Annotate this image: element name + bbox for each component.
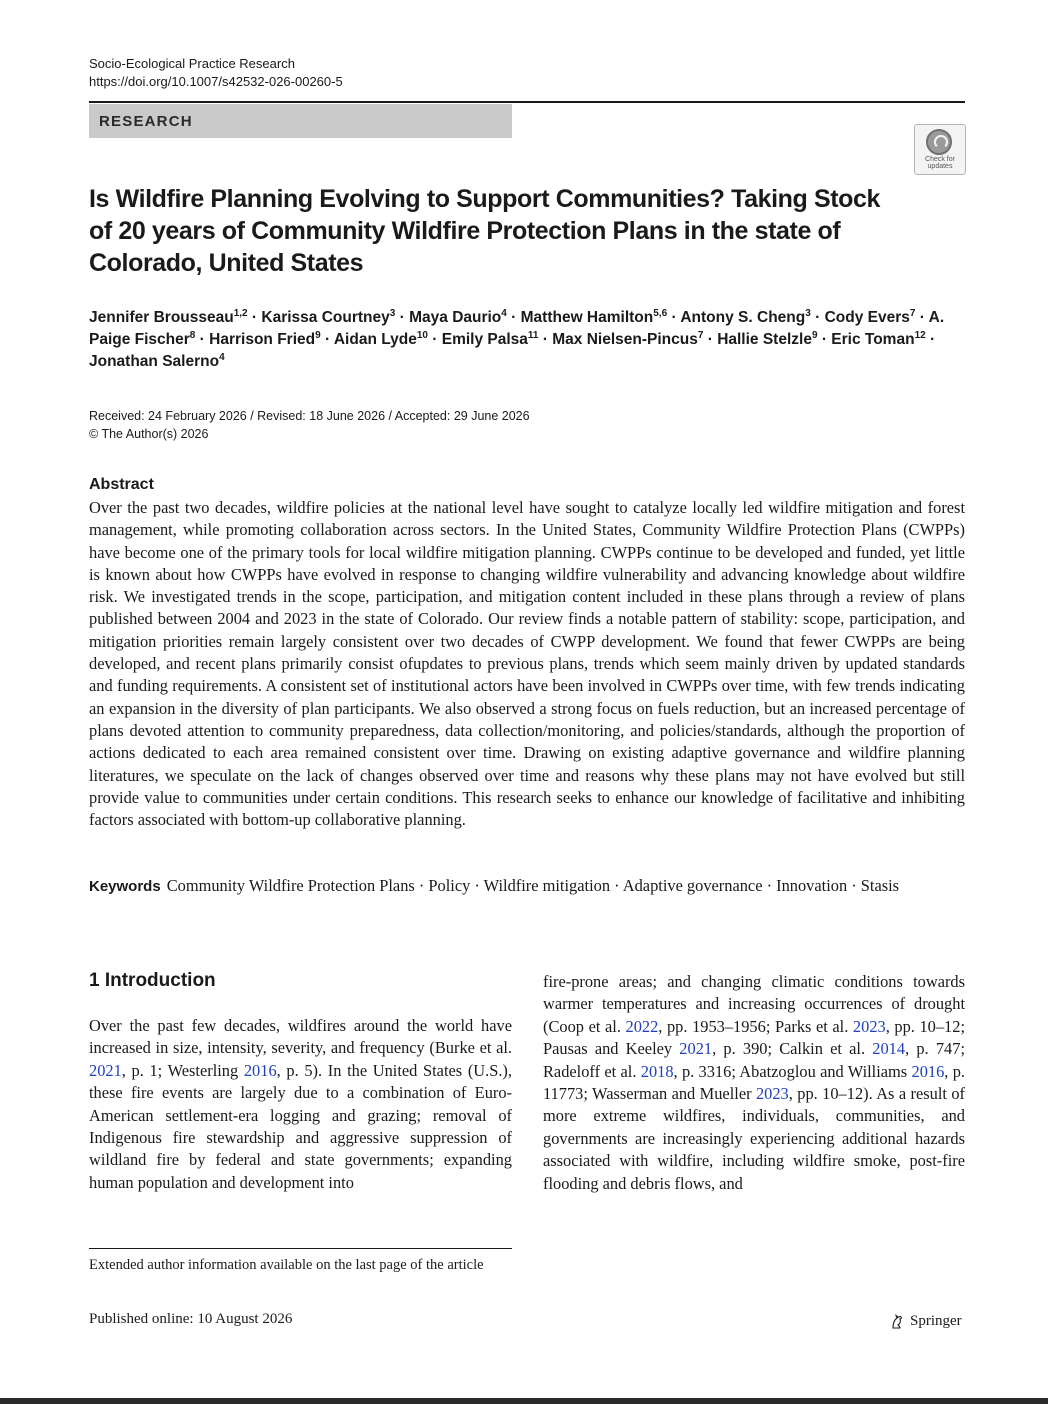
author-name: Cody Evers (824, 309, 910, 326)
abstract-heading: Abstract (89, 476, 154, 493)
author-name: Jennifer Brousseau (89, 309, 234, 326)
body-text: , pp. 10–12; Pausas and Keeley (543, 1016, 966, 1059)
citation-link[interactable]: 2014 (872, 1039, 906, 1059)
author-name: Karissa Courtney (261, 309, 390, 326)
journal-name: Socio-Ecological Practice Research (89, 56, 295, 71)
abstract-text: Over the past two decades, wildfire policies at the national level have sought to catalyze locally led wildfire mitigation and forest management, while promoting collaboration across sectors. In the United States, Community Wildfire Protection Plans (CWPPs) have become one of the primary tools for local wildfire mitigation planning. CWPPs continue to be developed and funded, yet little is known about how CWPPs have evolved in response to changing wildfire vulnerability and advancing knowledge about wildfire risk. We investigated trends in the scope, participation, and mitigation content included in these plans through a review of plans published between 2004 and 2023 in the state of Colorado. Our review finds a notable pattern of stability: scope, participation, and mitigation priorities remain largely consistent over two decades of CWPP development. We found that fewer CWPPs are being developed, and recent plans primarily consist ofupdates to previous plans, trends which seem mainly driven by updated standards and funding requirements. A consistent set of institutional actors have been involved in CWPPs over time, with few trends indicating an expansion in the diversity of plan participants. We also observed a strong focus on fuels reduction, but an increased percentage of plans devoted attention to community preparedness, data collection/monitoring, and policies/standards, although the proportion of actions dedicated to each area remained consistent over time. Drawing on existing adaptive governance and wildfire planning literatures, we speculate on the lack of changes observed over time and reasons why these plans may not have evolved but still provide value to communities under certain conditions. This research seeks to enhance our knowledge of facilitative and inhibiting factors associated with bottom-up collaborative planning. (89, 498, 965, 830)
springer-horse-icon (889, 1314, 905, 1330)
citation-link[interactable]: 2023 (852, 1016, 886, 1036)
author-item[interactable] (825, 309, 916, 326)
body-text: fire-prone areas; and changing climatic conditions towards warmer temperatures and increasing occurrences of drought (Coop et al. (543, 972, 965, 1036)
author-item[interactable] (334, 331, 428, 348)
author-item[interactable] (89, 353, 225, 370)
author-item[interactable] (831, 331, 925, 348)
author-affiliation: 5,6 (653, 308, 668, 319)
publisher-mark (889, 1313, 962, 1330)
author-affiliation: 9 (315, 330, 321, 341)
body-text: , p. 390; Calkin et al. (712, 1039, 873, 1059)
journal-header (89, 55, 343, 91)
author-name: Maya Daurio (409, 309, 502, 326)
author-item[interactable] (552, 331, 703, 348)
page-bottom-edge (0, 1398, 1048, 1404)
article-dates (89, 407, 530, 443)
citation-link[interactable]: 2021 (89, 1060, 122, 1080)
footnote-rule (89, 1248, 512, 1249)
author-affiliation: 9 (811, 330, 818, 341)
citation-link[interactable]: 2023 (755, 1084, 789, 1104)
author-affiliation: 8 (189, 330, 196, 341)
author-item[interactable] (209, 331, 321, 348)
body-text: , pp. 1953–1956; Parks et al. (658, 1016, 853, 1036)
doi-link[interactable]: https://doi.org/10.1007/s42532-026-00260-5 (89, 74, 343, 89)
author-affiliation: 3 (389, 308, 396, 319)
article-type-label: RESEARCH (99, 113, 193, 130)
body-text: , p. 747; Radeloff et al. (543, 1039, 965, 1081)
author-item[interactable] (261, 309, 395, 326)
header-rule (89, 101, 965, 103)
citation-link[interactable]: 2016 (911, 1061, 945, 1081)
check-updates-icon (926, 129, 952, 155)
author-item[interactable] (409, 309, 507, 326)
keywords-list: Community Wildfire Protection Plans · Policy · Wildfire mitigation · Adaptive governance · Innovation · Stasis (166, 876, 900, 895)
published-date: Published online: 10 August 2026 (89, 1311, 293, 1327)
publisher-name: Springer (910, 1313, 962, 1329)
author-item[interactable] (89, 309, 248, 326)
body-text: , p. 3316; Abatzoglou and Williams (673, 1061, 912, 1081)
body-text: , pp. 10–12). As a result of more extreme wildfires, individuals, communities, and governments are increasingly experiencing additional hazards associated with wildfire, including wildfire smoke, post-fire flooding and debris flows, and (543, 1084, 965, 1193)
author-item[interactable] (521, 309, 668, 326)
footnote: Extended author information available on the last page of the article (89, 1257, 484, 1273)
article-type-bar (89, 104, 512, 138)
author-affiliation: 11 (527, 330, 539, 341)
author-name: Matthew Hamilton (520, 309, 654, 326)
author-item[interactable] (717, 331, 817, 348)
paper-title: Is Wildfire Planning Evolving to Support Communities? Taking Stock of 20 years of Community Wildfire Protection Plans in the state of Colorado, United States (89, 185, 881, 277)
body-text: , p. 1; Westerling (121, 1060, 244, 1080)
author-name: Antony S. Cheng (680, 309, 806, 326)
keywords-label: Keywords (89, 878, 161, 895)
author-affiliation: 10 (416, 330, 428, 341)
author-affiliation: 7 (697, 330, 704, 341)
author-item[interactable] (442, 331, 539, 348)
author-name: Max Nielsen-Pincus (552, 331, 698, 348)
history-dates: Received: 24 February 2026 / Revised: 18 June 2026 / Accepted: 29 June 2026 (89, 409, 530, 423)
introduction-column-right (543, 971, 965, 1195)
author-name: Harrison Fried (209, 331, 316, 348)
citation-link[interactable]: 2021 (679, 1039, 713, 1059)
citation-link[interactable]: 2022 (625, 1016, 659, 1036)
check-updates-text: Check for updates (925, 156, 955, 170)
body-text: Over the past few decades, wildfires around the world have increased in size, intensity, severity, and frequency (Burke et al. (89, 1016, 512, 1058)
check-for-updates-badge[interactable] (914, 124, 966, 175)
body-text: , p. 5). In the United States (U.S.), these fire events are largely due to a combination of Euro-American settlement-era logging and grazing; removal of Indigenous fire stewardship and aggressive suppression of wildland fire by federal and state governments; expanding human population and development into (89, 1060, 512, 1192)
author-name: Aidan Lyde (333, 331, 417, 348)
author-name: Jonathan Salerno (89, 353, 220, 370)
copyright: © The Author(s) 2026 (89, 427, 209, 441)
author-list: Jennifer Brousseau$^{1,2}$ · Karissa Courtney$^3$ · Maya Daurio$^4$ · Matthew Hamilton$^{5,6}$ · Antony S. Cheng$^3$ · Cody Evers$^7$ · A. Paige Fischer$^8$ · Harrison Fried$^9$ · Aidan Lyde$^{10}$ · Emily Palsa$^{11}$ · Max Nielsen-Pincus$^7$ · Hallie Stelzle$^9$ · Eric Toman$^{12}$ · Jonathan Salerno$^4$ (89, 308, 945, 370)
author-name: Hallie Stelzle (717, 331, 812, 348)
author-affiliation: 3 (805, 308, 811, 319)
author-affiliation: 4 (501, 308, 507, 319)
citation-link[interactable]: 2018 (640, 1061, 674, 1081)
author-name: Eric Toman (831, 331, 915, 348)
author-item[interactable] (680, 309, 810, 326)
introduction-column-left (89, 1015, 512, 1194)
author-name: Emily Palsa (441, 331, 528, 348)
author-name: A. Paige Fischer (89, 309, 945, 348)
citation-link[interactable]: 2016 (243, 1060, 277, 1080)
author-affiliation: 4 (219, 352, 225, 363)
section-heading-introduction: 1 Introduction (89, 970, 216, 991)
author-affiliation: 7 (909, 308, 916, 319)
author-affiliation: 1,2 (233, 308, 248, 319)
body-text: , p. 11773; Wasserman and Mueller (543, 1061, 965, 1104)
keywords (89, 874, 965, 898)
author-affiliation: 12 (914, 330, 926, 341)
